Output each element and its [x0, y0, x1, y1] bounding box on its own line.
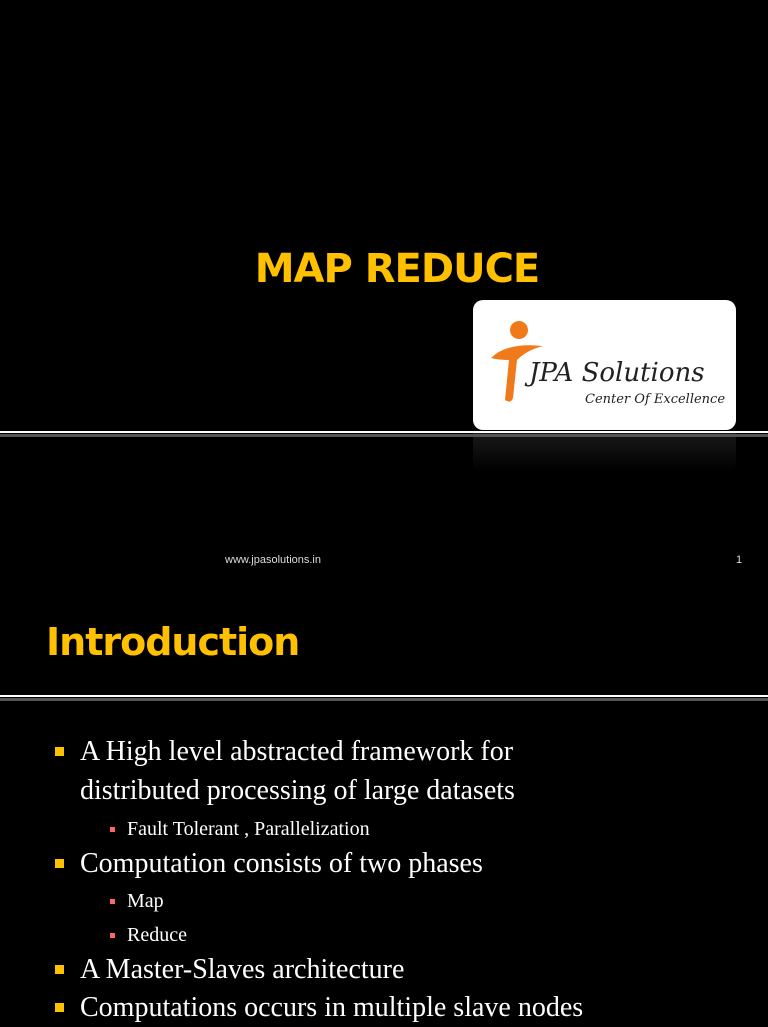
section-title: Introduction	[46, 620, 300, 664]
logo-tagline: Center Of Excellence	[585, 392, 726, 407]
sub-bullet-item: Reduce	[127, 924, 187, 946]
bullet-marker	[55, 965, 64, 974]
bullet-marker	[55, 859, 64, 868]
page-number: 1	[736, 554, 743, 566]
slide-title: MAP REDUCE	[254, 246, 540, 292]
sub-bullet-marker	[110, 899, 115, 904]
divider-2	[0, 695, 768, 697]
divider-shadow-2	[0, 698, 768, 701]
sub-bullet-marker	[110, 933, 115, 938]
bullet-marker	[55, 747, 64, 756]
logo-reflection	[473, 432, 736, 472]
company-logo	[473, 300, 736, 430]
divider-shadow	[0, 434, 768, 437]
bullet-item-continued: distributed processing of large datasets	[80, 775, 515, 806]
sub-bullet-item: Map	[127, 890, 164, 912]
sub-bullet-item: Fault Tolerant , Parallelization	[127, 818, 370, 840]
footer-url: www.jpasolutions.in	[225, 554, 321, 566]
bullet-marker	[55, 1003, 64, 1012]
divider	[0, 431, 768, 433]
bullet-item: Computation consists of two phases	[80, 848, 483, 879]
logo-name: JPA Solutions	[529, 358, 705, 388]
bullet-item: A Master-Slaves architecture	[80, 954, 405, 985]
bullet-item: A High level abstracted framework for	[80, 736, 514, 767]
sub-bullet-marker	[110, 827, 115, 832]
bullet-item: Computations occurs in multiple slave nodes	[80, 992, 584, 1023]
